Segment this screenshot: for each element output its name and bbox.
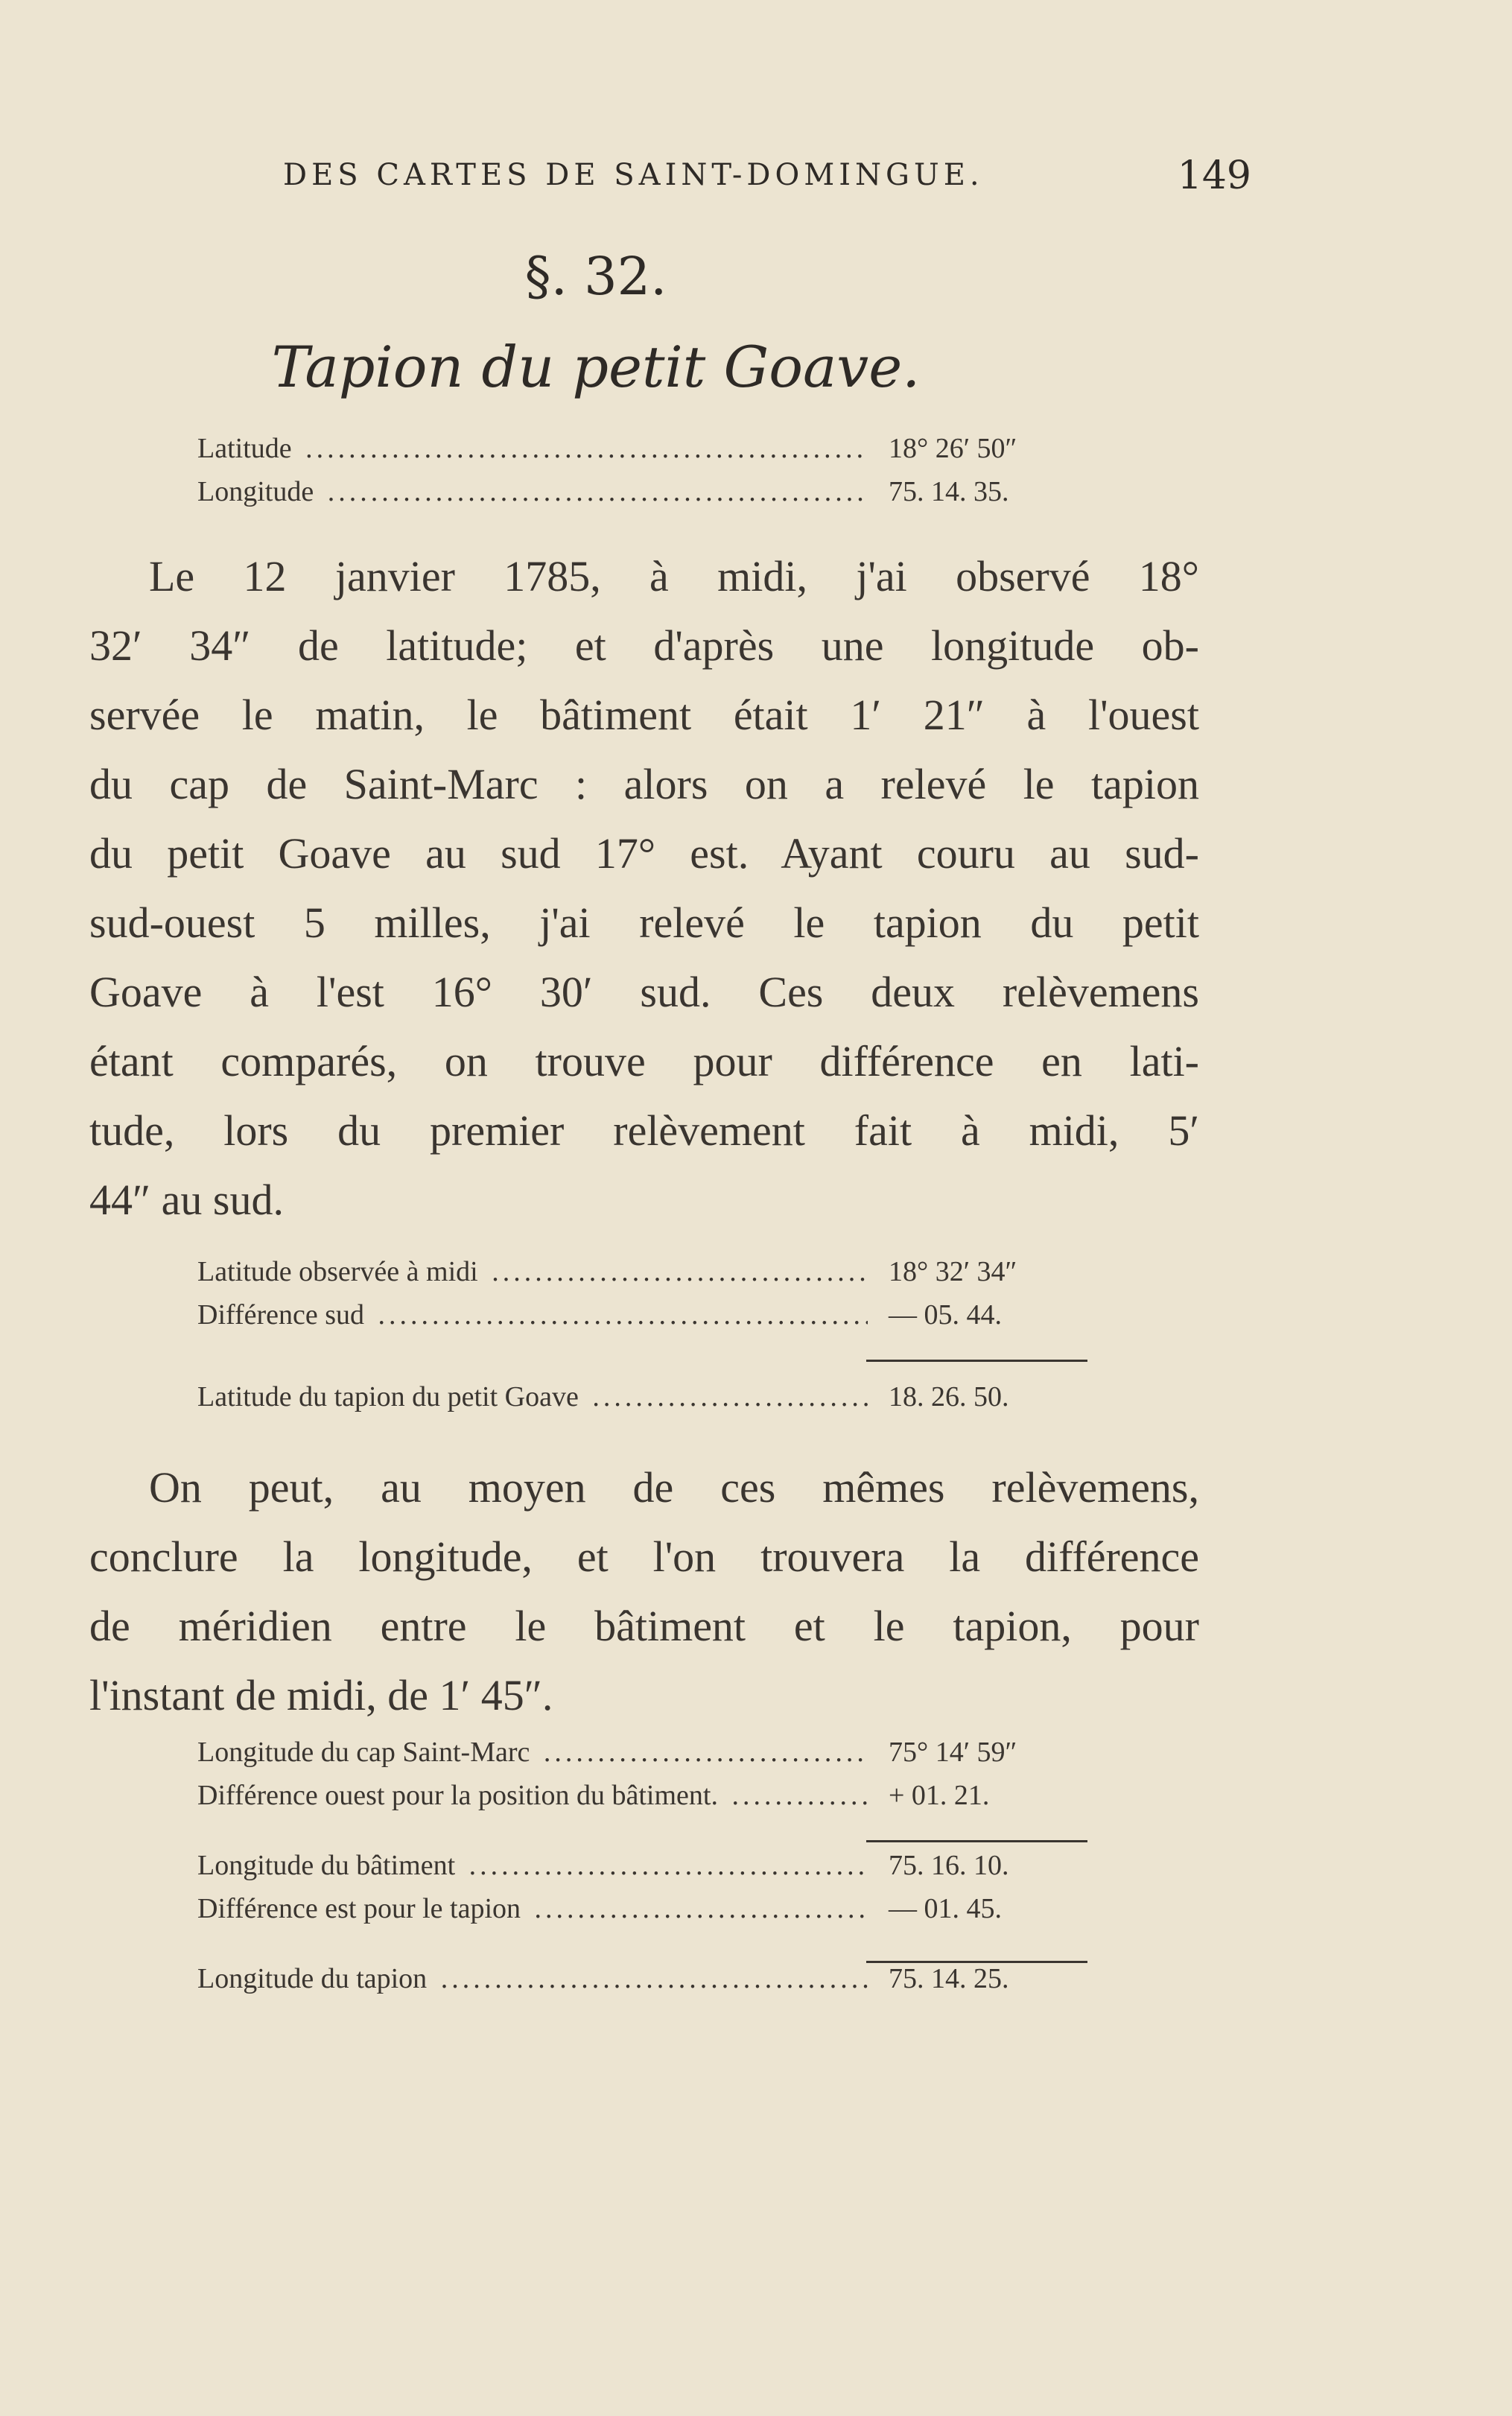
latitude-table bbox=[197, 1255, 1091, 1424]
paragraph-longitude bbox=[89, 1453, 1199, 1730]
text-line: Goave à l'est 16° 30′ sud. Ces deux relèvemens bbox=[89, 968, 1199, 1016]
row-label: Différence est pour le tapion bbox=[197, 1893, 524, 1924]
row-label: Latitude bbox=[197, 433, 295, 464]
table-row bbox=[197, 1255, 1091, 1299]
text-line: sud-ouest 5 milles, j'ai relevé le tapion du petit bbox=[89, 898, 1199, 947]
row-value: + 01. 21. bbox=[883, 1779, 1097, 1812]
table-row bbox=[197, 1299, 1091, 1342]
row-label: Latitude du tapion du petit Goave bbox=[197, 1381, 582, 1412]
text-line: conclure la longitude, et l'on trouvera la différence bbox=[89, 1532, 1199, 1581]
row-value: 75° 14′ 59″ bbox=[883, 1736, 1097, 1769]
row-value: 18° 26′ 50″ bbox=[883, 432, 1097, 465]
text-line: 32′ 34″ de latitude; et d'après une longitude ob- bbox=[89, 621, 1199, 670]
longitude-table bbox=[197, 1736, 1091, 2006]
paragraph-observation bbox=[89, 542, 1199, 1234]
text-line: du cap de Saint-Marc : alors on a relevé le tapion bbox=[89, 760, 1199, 808]
text-line: étant comparés, on trouve pour différence en lati- bbox=[89, 1037, 1199, 1085]
text-line: tude, lors du premier relèvement fait à midi, 5′ bbox=[89, 1106, 1199, 1155]
row-label: Longitude du cap Saint-Marc bbox=[197, 1737, 533, 1768]
section-heading: Tapion du petit Goave. bbox=[271, 334, 921, 400]
sum-rule bbox=[866, 1961, 1087, 1963]
table-row bbox=[197, 1380, 1091, 1424]
coordinates-table bbox=[197, 432, 1091, 519]
page-number: 149 bbox=[1177, 153, 1251, 198]
running-head bbox=[283, 153, 1251, 203]
table-row bbox=[197, 475, 1091, 519]
sum-rule bbox=[866, 1840, 1087, 1842]
sum-rule bbox=[866, 1360, 1087, 1362]
row-value: 18. 26. 50. bbox=[883, 1380, 1097, 1413]
table-row bbox=[197, 1892, 1091, 1935]
row-value: 75. 14. 25. bbox=[883, 1962, 1097, 1995]
row-value: — 05. 44. bbox=[883, 1299, 1097, 1331]
row-label: Différence ouest pour la position du bâtiment. bbox=[197, 1780, 721, 1811]
row-label: Différence sud bbox=[197, 1299, 367, 1331]
text-line: l'instant de midi, de 1′ 45″. bbox=[89, 1671, 553, 1719]
text-line: servée le matin, le bâtiment était 1′ 21″ à l'ouest bbox=[89, 691, 1199, 739]
running-head-title: DES CARTES DE SAINT-DOMINGUE. bbox=[283, 158, 984, 192]
row-value: 18° 32′ 34″ bbox=[883, 1255, 1097, 1288]
row-value: 75. 14. 35. bbox=[883, 475, 1097, 508]
table-row bbox=[197, 1962, 1091, 2006]
table-row bbox=[197, 432, 1091, 475]
row-label: Longitude du bâtiment bbox=[197, 1850, 458, 1881]
row-value: 75. 16. 10. bbox=[883, 1849, 1097, 1882]
text-line: 44″ au sud. bbox=[89, 1176, 284, 1224]
text-line: du petit Goave au sud 17° est. Ayant couru au sud- bbox=[89, 829, 1199, 878]
row-label: Latitude observée à midi bbox=[197, 1256, 481, 1287]
text-line: de méridien entre le bâtiment et le tapion, pour bbox=[89, 1602, 1199, 1650]
row-label: Longitude bbox=[197, 476, 317, 507]
table-row bbox=[197, 1849, 1091, 1892]
table-row bbox=[197, 1779, 1091, 1822]
table-row bbox=[197, 1736, 1091, 1779]
text-line: On peut, au moyen de ces mêmes relèvemens, bbox=[149, 1463, 1199, 1512]
section-number: §. 32. bbox=[524, 246, 667, 307]
row-value: — 01. 45. bbox=[883, 1892, 1097, 1925]
text-line: Le 12 janvier 1785, à midi, j'ai observé 18° bbox=[149, 552, 1199, 600]
row-label: Longitude du tapion bbox=[197, 1963, 430, 1994]
